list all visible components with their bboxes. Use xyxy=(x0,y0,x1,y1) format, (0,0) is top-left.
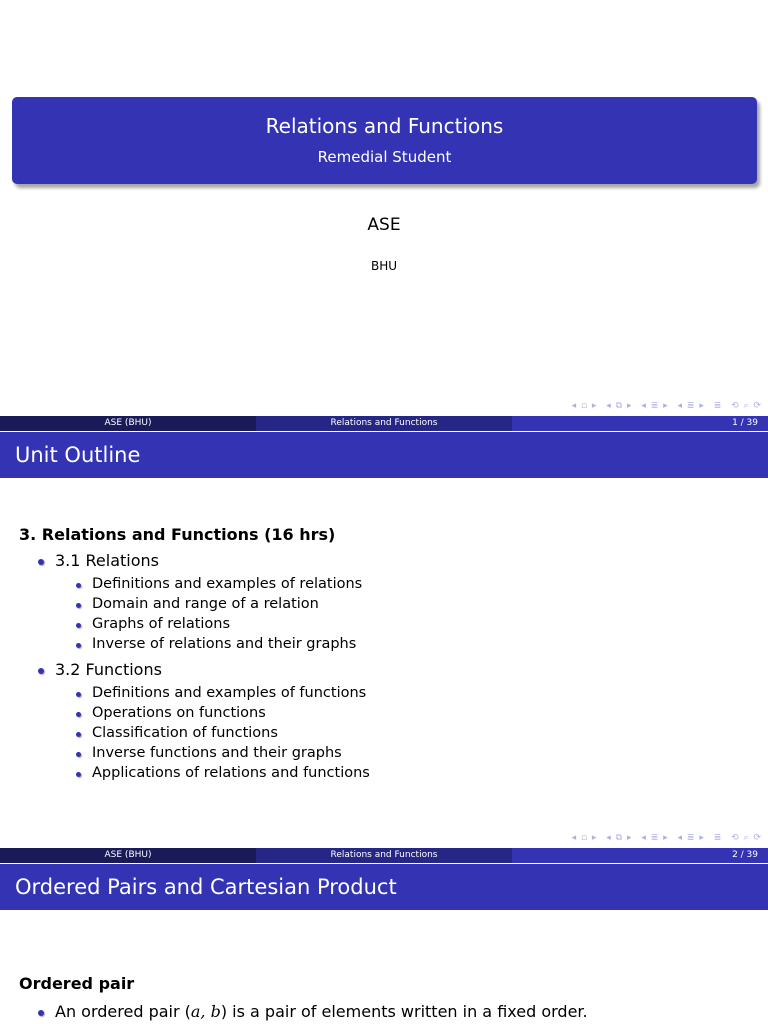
footer-page-number: 1 / 39 xyxy=(512,416,768,431)
nav-section-icon[interactable]: ◂ ≣ ▸ xyxy=(641,833,669,843)
presentation-title: Relations and Functions xyxy=(265,114,504,138)
institute: BHU xyxy=(370,259,398,273)
bullet-icon xyxy=(76,772,81,777)
navigation-symbols[interactable] xyxy=(567,401,762,411)
nav-frame-icon[interactable]: ◂ ▫ ▸ xyxy=(571,833,598,843)
list-item: Graphs of relations xyxy=(92,616,231,632)
nav-document-icon[interactable]: ◂ ≣ ▸ xyxy=(677,401,705,411)
list-item: Domain and range of a relation xyxy=(92,596,319,612)
math-expression: a, b xyxy=(190,1002,221,1021)
nav-subsection-icon[interactable]: ◂ ⧉ ▸ xyxy=(606,833,633,843)
list-item: Definitions and examples of relations xyxy=(92,576,363,592)
nav-outline-icon[interactable]: ≣ xyxy=(713,401,723,411)
bullet-icon xyxy=(76,692,81,697)
list-item: Inverse functions and their graphs xyxy=(92,745,342,761)
footer-title: Relations and Functions xyxy=(256,416,512,431)
navigation-symbols[interactable] xyxy=(567,833,762,843)
footer-title: Relations and Functions xyxy=(256,848,512,863)
list-item: Operations on functions xyxy=(92,705,266,721)
footer-bar xyxy=(0,848,768,863)
nav-subsection-icon[interactable]: ◂ ⧉ ▸ xyxy=(606,401,633,411)
frame-title: Ordered Pairs and Cartesian Product xyxy=(15,875,397,899)
section-label: 3.2 Functions xyxy=(55,660,162,679)
footer-bar xyxy=(0,416,768,431)
bullet-icon xyxy=(76,603,81,608)
list-item: Classification of functions xyxy=(92,725,278,741)
nav-frame-icon[interactable]: ◂ ▫ ▸ xyxy=(571,401,598,411)
list-item: Inverse of relations and their graphs xyxy=(92,636,357,652)
bullet-icon xyxy=(38,1010,44,1016)
bullet-icon xyxy=(76,752,81,757)
bullet-icon xyxy=(38,559,44,565)
bullet-icon xyxy=(76,623,81,628)
bullet-icon xyxy=(76,732,81,737)
bullet-icon xyxy=(76,643,81,648)
definition-text: An ordered pair (a, b) is a pair of elements written in a fixed order. xyxy=(55,1002,588,1021)
nav-outline-icon[interactable]: ≣ xyxy=(713,833,723,843)
nav-document-icon[interactable]: ◂ ≣ ▸ xyxy=(677,833,705,843)
nav-search-icon[interactable]: ⟲ ⌕ ⟳ xyxy=(731,833,762,843)
footer-author: ASE (BHU) xyxy=(0,416,256,431)
list-item: Definitions and examples of functions xyxy=(92,685,367,701)
title-block xyxy=(12,97,757,184)
nav-search-icon[interactable]: ⟲ ⌕ ⟳ xyxy=(731,401,762,411)
section-label: 3.1 Relations xyxy=(55,551,160,570)
bullet-icon xyxy=(38,668,44,674)
footer-author: ASE (BHU) xyxy=(0,848,256,863)
bullet-icon xyxy=(76,712,81,717)
frame-title-bar xyxy=(0,864,768,910)
frame-title: Unit Outline xyxy=(15,443,141,467)
footer-page-number: 2 / 39 xyxy=(512,848,768,863)
list-item: Applications of relations and functions xyxy=(92,765,370,781)
presentation-subtitle: Remedial Student xyxy=(317,148,452,166)
nav-section-icon[interactable]: ◂ ≣ ▸ xyxy=(641,401,669,411)
author: ASE xyxy=(367,215,401,235)
block-heading: Ordered pair xyxy=(19,974,135,993)
frame-title-bar xyxy=(0,432,768,478)
outline-heading: 3. Relations and Functions (16 hrs) xyxy=(19,525,336,544)
bullet-icon xyxy=(76,583,81,588)
